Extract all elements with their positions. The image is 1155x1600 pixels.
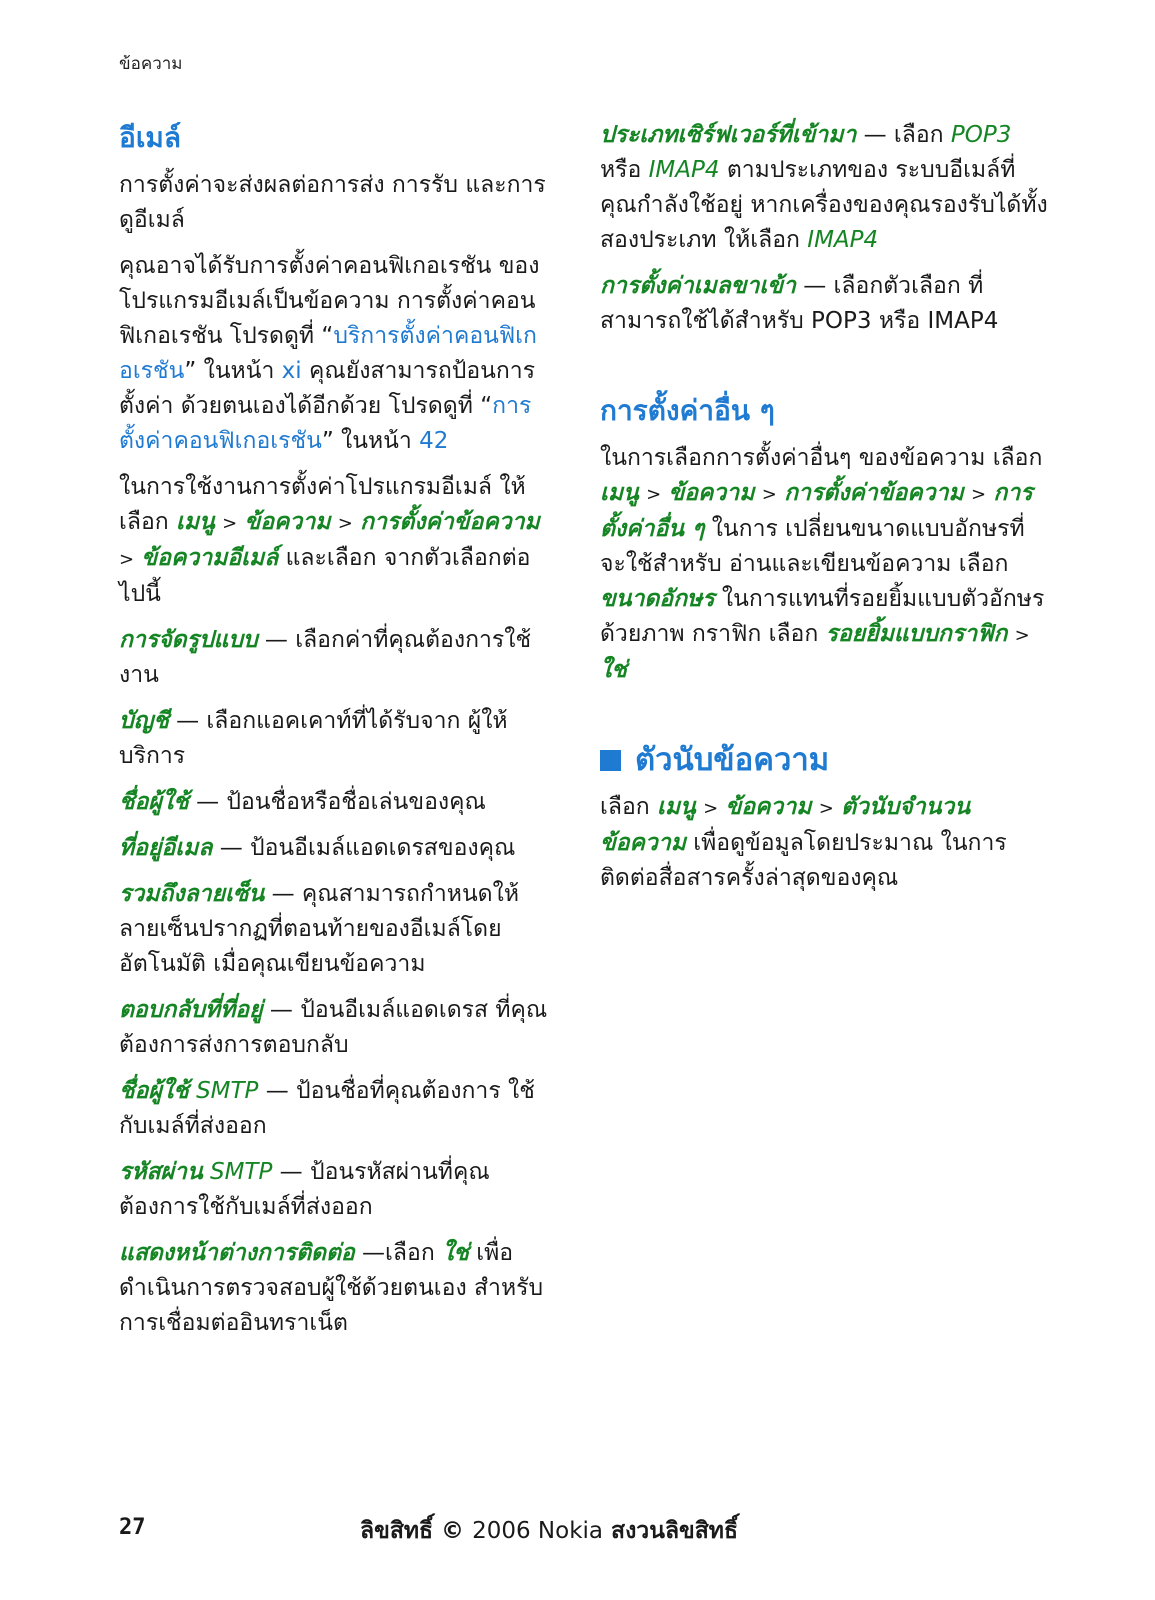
option-term: บัญชี [119,708,169,734]
path-separator: > [337,513,353,534]
other-text: ในการเลือกการตั้งค่าอื่นๆ ของข้อความ เลือก [600,445,1043,471]
option-item [119,993,549,1063]
path-menu: เมนู [600,480,639,506]
usage-paragraph [119,470,549,612]
option-item [119,831,549,866]
option-desc: — คุณสามารถกำหนดให้ลายเซ็นปรากฏที่ตอนท้ายของอีเมล์โดยอัตโนมัติ เมื่อคุณเขียนข้อความ [119,881,519,977]
option-term: ประเภทเซิร์ฟเวอร์ที่เข้ามา [600,122,857,148]
copyright-b: 2006 Nokia [472,1518,604,1544]
path-message-counter: ตัวนับจำนวนข้อความ [600,794,971,856]
option-term: ชื่อผู้ใช้ [119,1078,189,1104]
square-bullet-icon [600,750,621,771]
config-page-prefix-1: ” ในหน้า [184,358,275,384]
option-pop3: POP3 [950,122,1012,148]
path-separator: > [818,798,834,819]
config-settings-link[interactable]: การตั้งค่าคอนฟิเกอเรชัน [119,393,532,454]
path-messages: ข้อความ [668,480,755,506]
option-desc: —เลือก [362,1240,435,1266]
option-desc: ตามประเภทของ ระบบอีเมล์ที่คุณกำลังใช้อยู่ หากเครื่องของคุณรองรับได้ทั้งสองประเภท ให้เลือก [600,157,1048,253]
config-paragraph-1: คุณอาจได้รับการตั้งค่าคอนฟิเกอเรชัน ของโปรแกรมอีเมล์เป็นข้อความ การตั้งค่าคอนฟิเกอเรชัน โปรดดูที่ “บริการตั้งค่าคอนฟิเกอเรชัน” ในหน้า xi คุณยังสามารถป้อนการตั้งค่า ด้วยตนเองได้อีกด้วย โปรดดูที่ “การตั้งค่าคอนฟิเกอเรชัน” ในหน้า 42 [119,253,540,454]
option-item [119,1074,549,1144]
option-desc: — ป้อนชื่อหรือชื่อเล่นของคุณ [196,789,486,815]
right-column [600,118,1050,907]
path-other-settings: การตั้งค่าอื่น ๆ [600,480,1033,542]
message-counter-paragraph [600,790,1050,896]
config-text-2: คุณยังสามารถป้อนการตั้งค่า ด้วยตนเองได้อีกด้วย โปรดดูที่ [119,358,536,419]
option-item [119,1155,549,1225]
counter-text: เพื่อดูข้อมูลโดยประมาณ ในการติดต่อสื่อสารครั้งล่าสุดของคุณ [600,830,1007,891]
path-menu: เมนู [176,509,215,535]
option-desc: — ป้อนชื่อที่คุณต้องการ ใช้กับเมล์ที่ส่งออก [119,1078,535,1139]
page-header-section: ข้อความ [119,54,183,74]
option-item-show-window [119,1236,549,1341]
option-desc: — เลือกค่าที่คุณต้องการใช้งาน [119,627,532,688]
config-page-prefix-2: ” ในหน้า [321,428,412,454]
option-item [119,623,549,693]
option-term-suffix: SMTP [196,1078,259,1104]
config-page-link-42[interactable]: 42 [419,428,449,454]
option-desc: — เลือก [863,122,944,148]
option-imap4: IMAP4 [648,157,720,183]
copyright-a: ลิขสิทธิ์ © [360,1518,465,1544]
email-heading: อีเมล์ [119,121,182,154]
path-messages: ข้อความ [725,794,812,820]
path-separator: > [222,513,238,534]
copyright-notice [360,1513,738,1549]
config-text-1: คุณอาจได้รับการตั้งค่าคอนฟิเกอเรชัน ของโปรแกรมอีเมล์เป็นข้อความ การตั้งค่าคอนฟิเกอเรชัน โปรดดูที่ [119,253,540,349]
path-separator: > [119,549,135,570]
path-message-settings: การตั้งค่าข้อความ [784,480,964,506]
option-term: การตั้งค่าเมลขาเข้า [600,273,796,299]
usage-text: ในการใช้งานการตั้งค่าโปรแกรมอีเมล์ ให้เลือก [119,474,526,535]
other-text: ในการแทนที่รอยยิ้มแบบตัวอักษรด้วยภาพ กราฟิก เลือก [600,586,1045,647]
path-yes: ใช่ [600,657,627,683]
option-term: แสดงหน้าต่างการติดต่อ [119,1240,355,1266]
path-email-messages: ข้อความอีเมล์ [141,545,279,571]
other-settings-paragraph [600,441,1050,688]
other-settings-heading: การตั้งค่าอื่น ๆ [600,394,775,427]
usage-tail: และเลือก จากตัวเลือกต่อไปนี้ [119,545,531,607]
option-desc: — เลือกแอคเคาท์ที่ได้รับจาก ผู้ให้บริการ [119,708,508,769]
path-graphic-smileys: รอยยิ้มแบบกราฟิก [825,621,1008,647]
path-font-size: ขนาดอักษร [600,586,715,612]
message-counter-heading [600,740,1050,780]
path-separator: > [1014,625,1030,646]
path-menu: เมนู [657,794,696,820]
option-desc-tail: เพื่อดำเนินการตรวจสอบผู้ใช้ด้วยตนเอง สำหรับการเชื่อมต่ออินทราเน็ต [119,1240,544,1336]
path-separator: > [703,798,719,819]
option-term: รหัสผ่าน [119,1159,203,1185]
config-service-link[interactable]: บริการตั้งค่าคอนฟิเกอเรชัน [119,323,537,384]
email-intro: การตั้งค่าจะส่งผลต่อการส่ง การรับ และการดูอีเมล์ [119,172,546,233]
page-number: 27 [119,1515,146,1540]
counter-text: เลือก [600,794,650,820]
incoming-item [600,269,1050,339]
option-desc: — ป้อนอีเมล์แอดเดรสของคุณ [219,835,516,861]
option-term: ที่อยู่อีเมล [119,835,213,861]
server-type-item [600,118,1050,258]
left-column [119,118,549,1352]
path-messages: ข้อความ [244,509,331,535]
option-desc: — เลือกตัวเลือก ที่สามารถใช้ได้สำหรับ POP3 หรือ IMAP4 [600,273,999,334]
option-imap4: IMAP4 [807,227,879,253]
path-message-settings: การตั้งค่าข้อความ [360,509,540,535]
option-term: ตอบกลับที่ที่อยู่ [119,997,263,1023]
copyright-c: สงวนลิขสิทธิ์ [611,1518,738,1544]
option-term-suffix: SMTP [209,1159,273,1185]
option-desc: — ป้อนรหัสผ่านที่คุณ ต้องการใช้กับเมล์ที่ส่งออก [119,1159,490,1220]
path-separator: > [971,484,987,505]
option-item [119,785,549,820]
path-separator: > [646,484,662,505]
path-separator: > [761,484,777,505]
option-term: ชื่อผู้ใช้ [119,789,189,815]
option-yes: ใช่ [442,1240,469,1266]
option-desc: — ป้อนอีเมล์แอดเดรส ที่คุณต้องการส่งการตอบกลับ [119,997,548,1058]
other-text: ในการ เปลี่ยนขนาดแบบอักษรที่จะใช้สำหรับ อ่านและเขียนข้อความ เลือก [600,516,1025,577]
option-desc: หรือ [600,157,642,183]
message-counter-title: ตัวนับข้อความ [635,742,830,778]
option-item [119,704,549,774]
option-item [119,877,549,982]
option-term: รวมถึงลายเซ็น [119,881,265,907]
option-term: การจัดรูปแบบ [119,627,258,653]
config-page-link-xi[interactable]: xi [281,358,302,384]
